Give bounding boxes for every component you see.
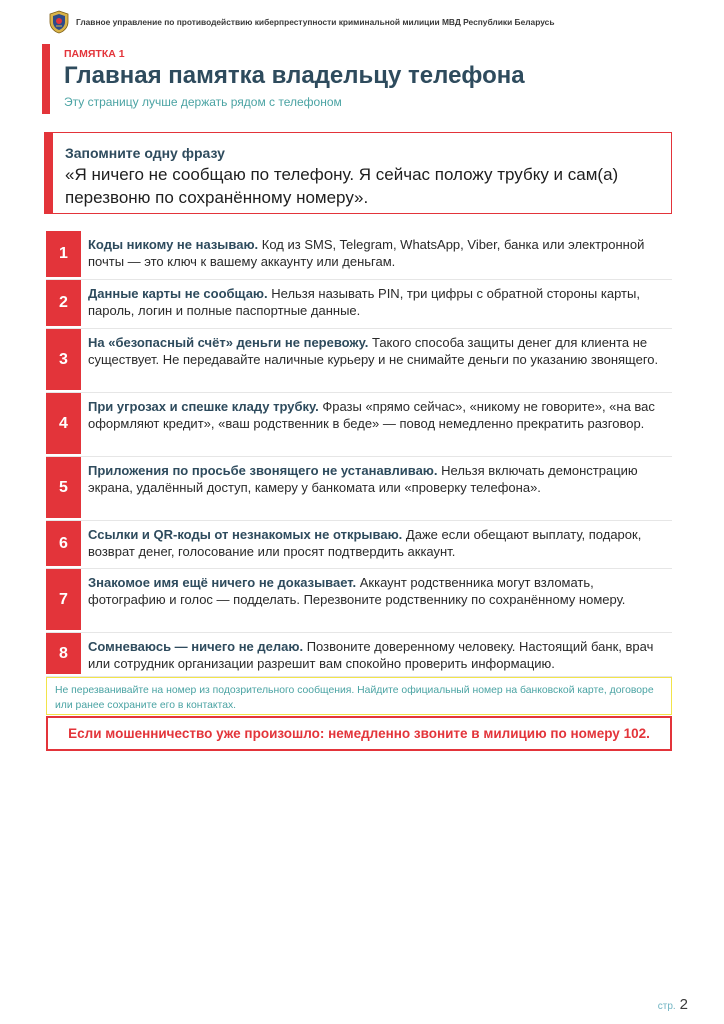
rule-number: 1 [46,231,81,279]
rule-item [46,521,672,569]
rule-body: Позвоните доверенному человеку. Настоящий банк, врач или сотрудник организации разрешит вам спокойно проверить информацию. [88,639,654,671]
rule-number: 6 [46,521,81,568]
rule-item [46,457,672,521]
page-number: 2 [679,996,688,1013]
page-header [48,10,704,34]
phrase-accent-bar [45,133,53,213]
rule-body: Нельзя называть PIN, три цифры с обратной стороны карты, пароль, логин и полные паспортные данные. [88,286,640,318]
rule-item [46,280,672,329]
rule-body: Фразы «прямо сейчас», «никому не говорите», «на вас оформляют кредит», «ваш родственник в беде» — повод немедленно прекратить разговор. [88,399,655,431]
rule-body: Код из SMS, Telegram, WhatsApp, Viber, банка или электронной почты — это ключ к вашему аккаунту или деньгам. [88,237,645,269]
rule-item [46,569,672,633]
page-footer [658,996,688,1013]
police-emblem-icon [48,10,70,34]
key-phrase-box [44,132,672,214]
rule-item [46,393,672,457]
rule-number: 7 [46,569,81,632]
rule-heading: Сомневаюсь — ничего не делаю. [88,639,304,654]
rule-text [81,457,672,520]
rule-item [46,633,672,677]
rule-heading: При угрозах и спешке кладу трубку. [88,399,319,414]
page-label: стр. [657,1001,676,1012]
rule-heading: Ссылки и QR-коды от незнакомых не открываю. [88,527,403,542]
phrase-text: «Я ничего не сообщаю по телефону. Я сейчас положу трубку и сам(а) перезвоню по сохранённому номеру». [65,165,619,207]
rule-body: Аккаунт родственника могут взломать, фотографию и голос — подделать. Перезвоните родственнику по сохранённому номеру. [88,575,626,607]
rule-text [81,231,672,279]
rule-body: Нельзя включать демонстрацию экрана, удалённый доступ, камеру у банкомата или «проверку телефона». [88,463,638,495]
rule-text [81,280,672,328]
rule-number: 2 [46,280,81,328]
title-block [42,44,682,114]
callback-note: Не перезванивайте на номер из подозрительного сообщения. Найдите официальный номер на банковской карте, договоре или ранее сохраните его в контактах. [46,677,672,715]
rule-text [81,521,672,568]
rule-heading: На «безопасный счёт» деньги не перевожу. [88,335,369,350]
page-title: Главная памятка владельцу телефона [64,62,525,89]
rule-text [81,633,672,676]
organization-name: Главное управление по противодействию киберпреступности криминальной милиции МВД Республики Беларусь [76,17,555,27]
rule-number: 3 [46,329,81,392]
rule-heading: Коды никому не называю. [88,237,259,252]
rule-body: Такого способа защиты денег для клиента не существует. Не передавайте наличные курьеру и не снимайте деньги по указанию звонящего. [88,335,659,367]
phrase-title: Запомните одну фразу [65,145,225,161]
emergency-alert: Если мошенничество уже произошло: немедленно звоните в милицию по номеру 102. [46,716,672,751]
rule-number: 8 [46,633,81,676]
rule-item [46,329,672,393]
title-accent-bar [42,44,50,114]
rule-body: Даже если обещают выплату, подарок, возврат денег, голосование или просят подтвердить аккаунт. [88,527,642,559]
rule-heading: Приложения по просьбе звонящего не устанавливаю. [88,463,438,478]
rule-number: 5 [46,457,81,520]
rule-number: 4 [46,393,81,456]
page-subtitle: Эту страницу лучше держать рядом с телефоном [64,95,342,109]
rule-text [81,393,672,456]
rule-text [81,329,672,392]
rule-item [46,231,672,280]
rules-list [46,231,672,677]
rule-heading: Знакомое имя ещё ничего не доказывает. [88,575,357,590]
rule-text [81,569,672,632]
rule-heading: Данные карты не сообщаю. [88,286,268,301]
memo-label: ПАМЯТКА 1 [64,48,125,60]
